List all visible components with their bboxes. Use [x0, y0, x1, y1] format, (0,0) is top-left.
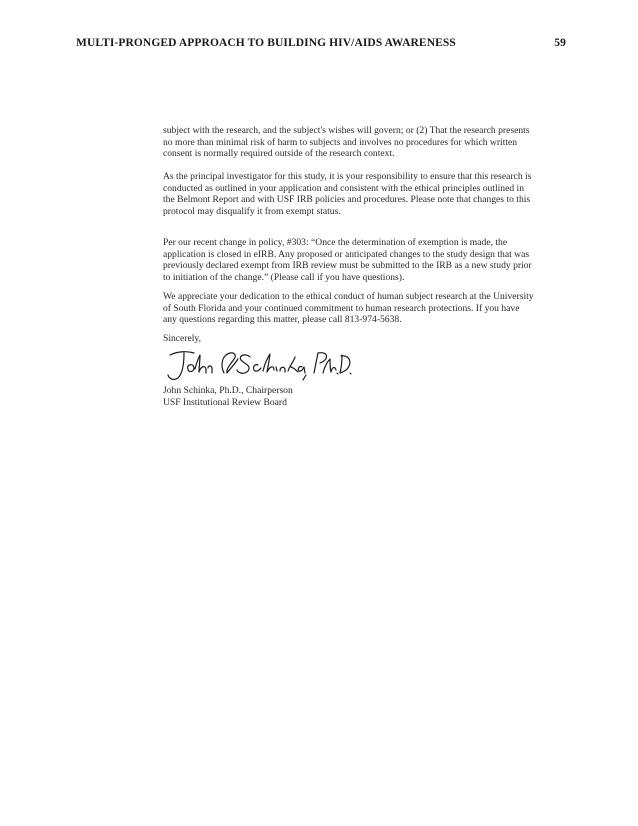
letter-closing: Sincerely,: [163, 333, 202, 344]
handwritten-signature: [164, 347, 354, 385]
signer-organization: USF Institutional Review Board: [163, 396, 287, 408]
signer-name: John Schinka, Ph.D., Chairperson: [163, 385, 293, 396]
running-title: MULTI-PRONGED APPROACH TO BUILDING HIV/AIDS AWARENESS: [76, 37, 456, 49]
page-number: 59: [554, 37, 566, 49]
signer-block: [163, 385, 293, 408]
letter-paragraph-4: We appreciate your dedication to the ethical conduct of human subject research at the University of South Florida and your continued commitment to human research protections. If you have any questions regarding this matter, please call 813-974-5638.: [163, 291, 534, 326]
letter-paragraph-2: As the principal investigator for this study, it is your responsibility to ensure that this research is conducted as outlined in your application and consistent with the ethical principles outlined in the Belmont Report and with USF IRB policies and procedures. Please note that changes to this protocol may disqualify it from exempt status.: [163, 171, 532, 217]
letter-paragraph-1: subject with the research, and the subject's wishes will govern; or (2) That the research presents no more than minimal risk of harm to subjects and involves no procedures for which written consent is normally required outside of the research context.: [163, 125, 530, 160]
letter-paragraph-3: Per our recent change in policy, #303: “Once the determination of exemption is made, the application is closed in eIRB. Any proposed or anticipated changes to the study design that was previously declared exempt from IRB review must be submitted to the IRB as a new study prior to initiation of the change.” (Please call if you have questions).: [163, 237, 532, 283]
running-header: [76, 37, 566, 55]
